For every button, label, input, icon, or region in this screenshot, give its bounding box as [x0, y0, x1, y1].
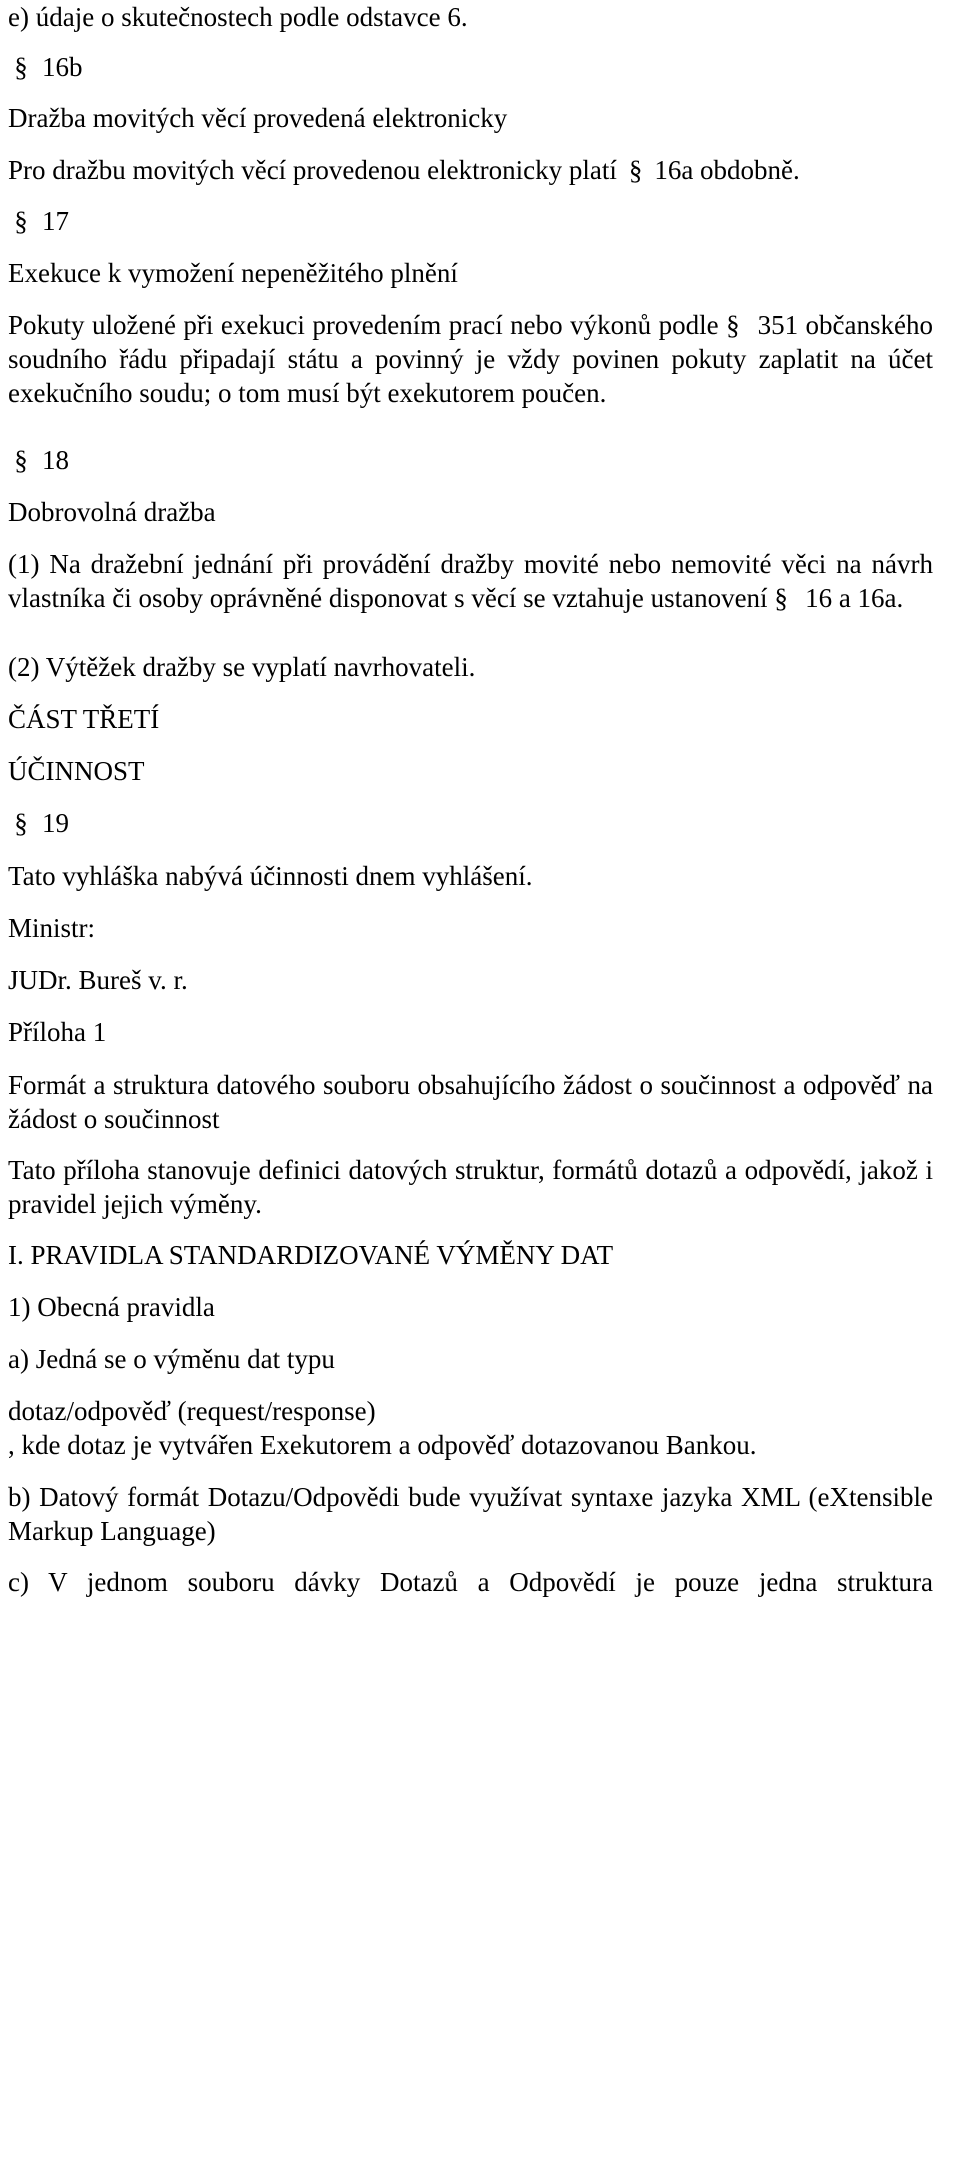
section-symbol: § — [14, 206, 28, 236]
minister-label: Ministr: — [8, 913, 96, 943]
section-number: 16b — [42, 52, 83, 82]
annex-title: Příloha 1 — [8, 1017, 107, 1047]
section-symbol: § — [726, 310, 740, 340]
section-17-heading — [8, 204, 933, 238]
paragraph-text: (1) Na dražební jednání při provádění dražby movité nebo nemovité věci na návrh vlastníka či osoby oprávněné disponovat s věcí se vztahuje ustanovení — [8, 549, 933, 613]
item-b-text: b) Datový formát Dotazu/Odpovědi bude využívat syntaxe jazyka XML (eXtensible Markup Language) — [8, 1482, 933, 1546]
rules-heading: I. PRAVIDLA STANDARDIZOVANÉ VÝMĚNY DAT — [8, 1240, 614, 1270]
section-symbol: § — [628, 155, 643, 185]
section-19-heading — [8, 806, 933, 840]
section-number: 18 — [42, 445, 69, 475]
general-rules-heading: 1) Obecná pravidla — [8, 1292, 215, 1322]
effect-heading: ÚČINNOST — [8, 756, 145, 786]
item-a-type: dotaz/odpověď (request/response) — [8, 1396, 376, 1426]
item-e-text: e) údaje o skutečnostech podle odstavce 6. — [8, 2, 468, 32]
part-three-heading: ČÁST TŘETÍ — [8, 704, 160, 734]
section-symbol: § — [14, 808, 28, 838]
section-16b-title: Dražba movitých věcí provedená elektronicky — [8, 103, 508, 133]
section-16b-paragraph — [8, 153, 933, 187]
paragraph-text: Pokuty uložené při exekuci provedením prací nebo výkonů podle — [8, 310, 719, 340]
annex-intro: Tato příloha stanovuje definici datových struktur, formátů dotazů a odpovědí, jakož i pravidel jejich výměny. — [8, 1155, 933, 1219]
annex-heading: Formát a struktura datového souboru obsahujícího žádost o součinnost a odpověď na žádost o součinnost — [8, 1070, 933, 1134]
section-17-paragraph — [8, 308, 933, 410]
section-number: 19 — [42, 808, 69, 838]
section-symbol: § — [14, 445, 28, 475]
item-a-text: a) Jedná se o výměnu dat typu — [8, 1344, 335, 1374]
paragraph-text: 16a obdobně. — [654, 155, 800, 185]
section-18-title: Dobrovolná dražba — [8, 497, 216, 527]
section-symbol: § — [14, 52, 28, 82]
item-c-text: c) V jednom souboru dávky Dotazů a Odpovědí je pouze jedna struktura — [8, 1567, 933, 1597]
section-17-title: Exekuce k vymožení nepeněžitého plnění — [8, 258, 458, 288]
section-18-paragraph-2: (2) Výtěžek dražby se vyplatí navrhovateli. — [8, 652, 476, 682]
section-18-heading — [8, 443, 933, 477]
paragraph-text: 351 občanského soudního řádu připadají státu a povinný je vždy povinen pokuty zaplatit na účet exekučního soudu; o tom musí být exekutorem poučen. — [8, 310, 934, 408]
minister-name: JUDr. Bureš v. r. — [8, 965, 188, 995]
section-18-paragraph-1 — [8, 547, 933, 615]
section-symbol: § — [774, 583, 788, 613]
paragraph-text: Pro dražbu movitých věcí provedenou elektronicky platí — [8, 155, 617, 185]
item-a-continuation: , kde dotaz je vytvářen Exekutorem a odpověď dotazovanou Bankou. — [8, 1430, 757, 1460]
section-16b-heading — [8, 50, 933, 84]
section-number: 17 — [42, 206, 69, 236]
paragraph-text: 16 a 16a. — [805, 583, 904, 613]
section-19-paragraph: Tato vyhláška nabývá účinnosti dnem vyhlášení. — [8, 861, 533, 891]
